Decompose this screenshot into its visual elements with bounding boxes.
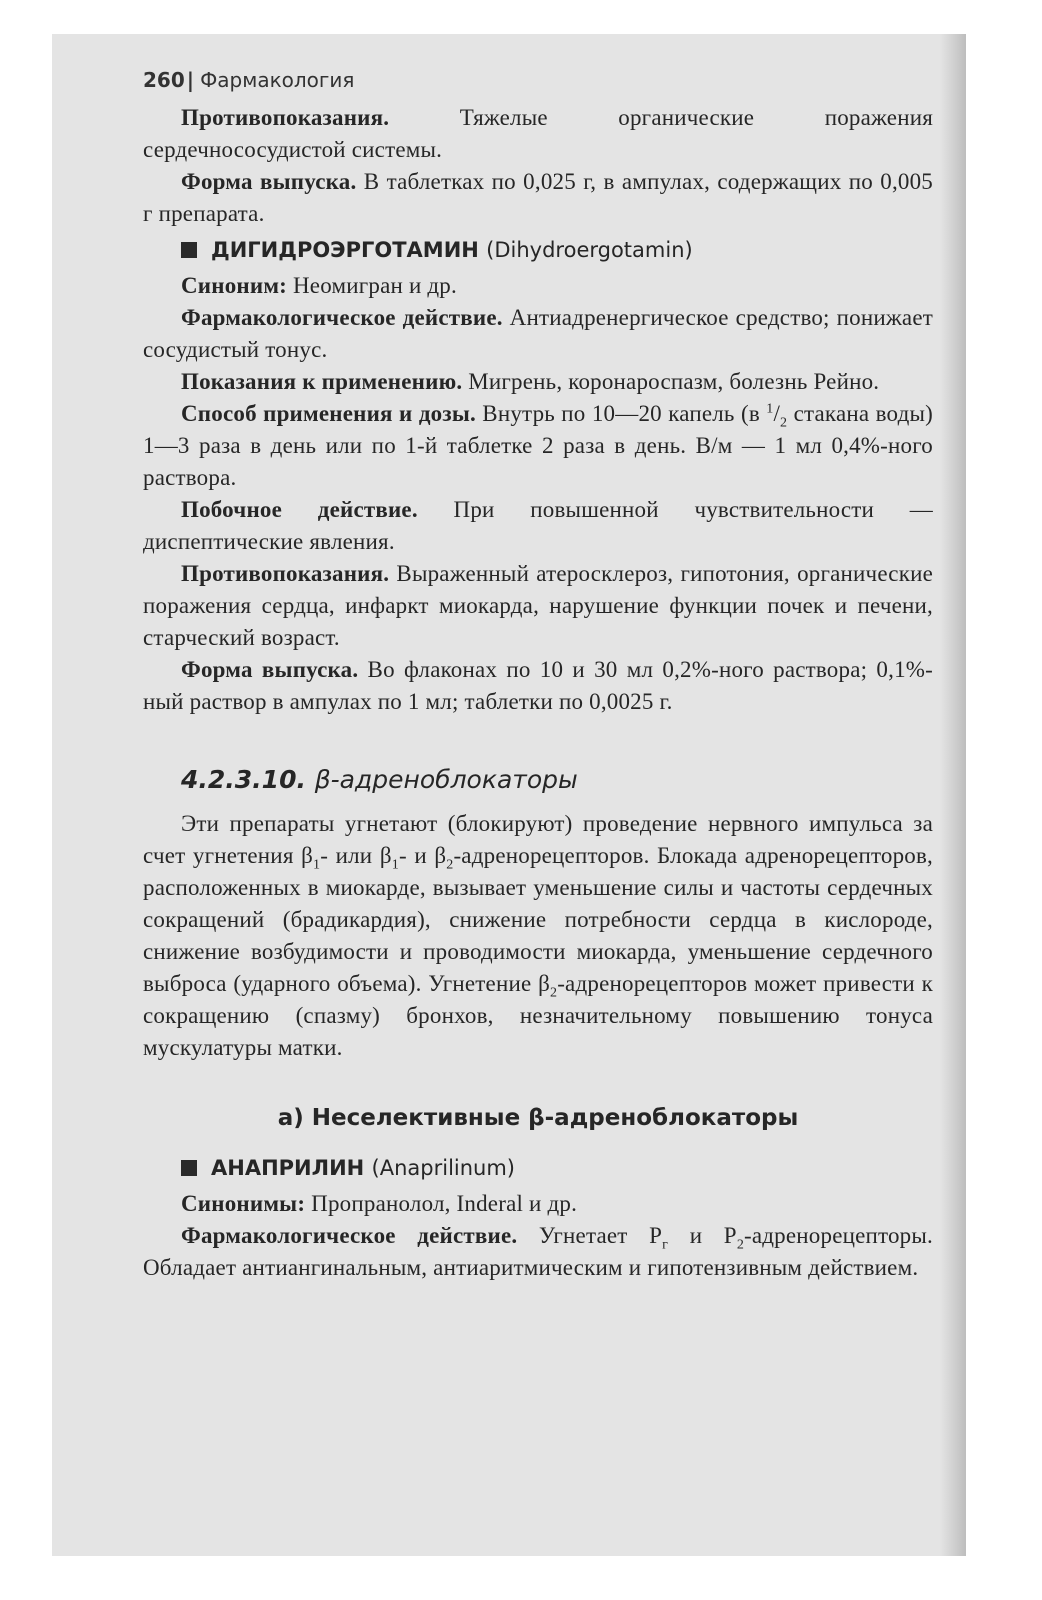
dihydro-synonym: Синоним: Неомигран и др. [181, 273, 457, 298]
page-number: 260 [143, 68, 185, 92]
anaprilin-action: Фармакологическое действие. Угнетает $P_г$ и $P_2$-адренорецепторы. Обладает антиангинальным, антиаритмическим и гипотензивным действием. [143, 1223, 933, 1280]
bullet-square-icon [181, 1160, 197, 1176]
anaprilin-synonyms: Синонимы: Пропранолол, Inderal и др. [181, 1191, 578, 1216]
subsection-heading: а) Неселективные β-адреноблокаторы [277, 1105, 799, 1131]
page-edge-shadow [940, 34, 966, 1556]
running-head-divider: | [186, 68, 195, 92]
section-heading: 4.2.3.10. β-адреноблокаторы [181, 765, 578, 794]
prev-release-form: Форма выпуска. В таблетках по 0,025 г, в ампулах, содержащих по 0,005 г препарата. [143, 169, 934, 226]
dihydro-side-effects: Побочное действие. При повышенной чувствительности — диспептические явления. [143, 497, 933, 554]
drug-heading-dihydroergotamin: ДИГИДРОЭРГОТАМИН (Dihydroergotamin) [143, 230, 933, 270]
dihydro-indications: Показания к применению. Мигрень, коронароспазм, болезнь Рейно. [181, 369, 880, 394]
prev-contraindications: Противопоказания. Тяжелые органические поражения сердечнососудистой системы. [143, 105, 933, 162]
dihydro-dosage: Способ применения и дозы. Внутрь по 10—20 капель (в $^1/_2$ стакана воды) 1—3 раза в день или по 1-й таблетке 2 раза в день. В/м — 1 мл 0,4%-ного раствора. [143, 401, 933, 490]
page-content [143, 62, 933, 1284]
dihydro-release-form: Форма выпуска. Во флаконах по 10 и 30 мл 0,2%-ного раствора; 0,1%-ный раствор в ампулах по 1 мл; таблетки по 0,0025 г. [143, 657, 933, 714]
running-head-title: Фармакология [200, 68, 355, 92]
running-head [143, 62, 933, 102]
bullet-square-icon [181, 242, 197, 258]
dihydro-action: Фармакологическое действие. Антиадренергическое средство; понижает сосудистый тонус. [143, 305, 933, 362]
dihydro-contraindications: Противопоказания. Выраженный атеросклероз, гипотония, органические поражения сердца, инфаркт миокарда, нарушение функции почек и печени, старческий возраст. [143, 561, 933, 650]
drug-heading-anaprilin: АНАПРИЛИН (Anaprilinum) [143, 1148, 933, 1188]
section-intro: Эти препараты угнетают (блокируют) проведение нервного импульса за счет угнетения $\beta_1-$ или $\beta_1-$ и $\beta_2$-адренорецепторов. Блокада адренорецепторов, расположенных в миокарде, вызывает уменьшение силы и частоты сердечных сокращений (брадикардия), снижение потребности сердца в кислороде, снижение возбудимости и проводимости миокарда, уменьшение сердечного выброса (ударного объема). Угнетение $\beta_2$-адренорецепторов может привести к сокращению (спазму) бронхов, незначительному повышению тонуса мускулатуры матки. [143, 811, 934, 1060]
